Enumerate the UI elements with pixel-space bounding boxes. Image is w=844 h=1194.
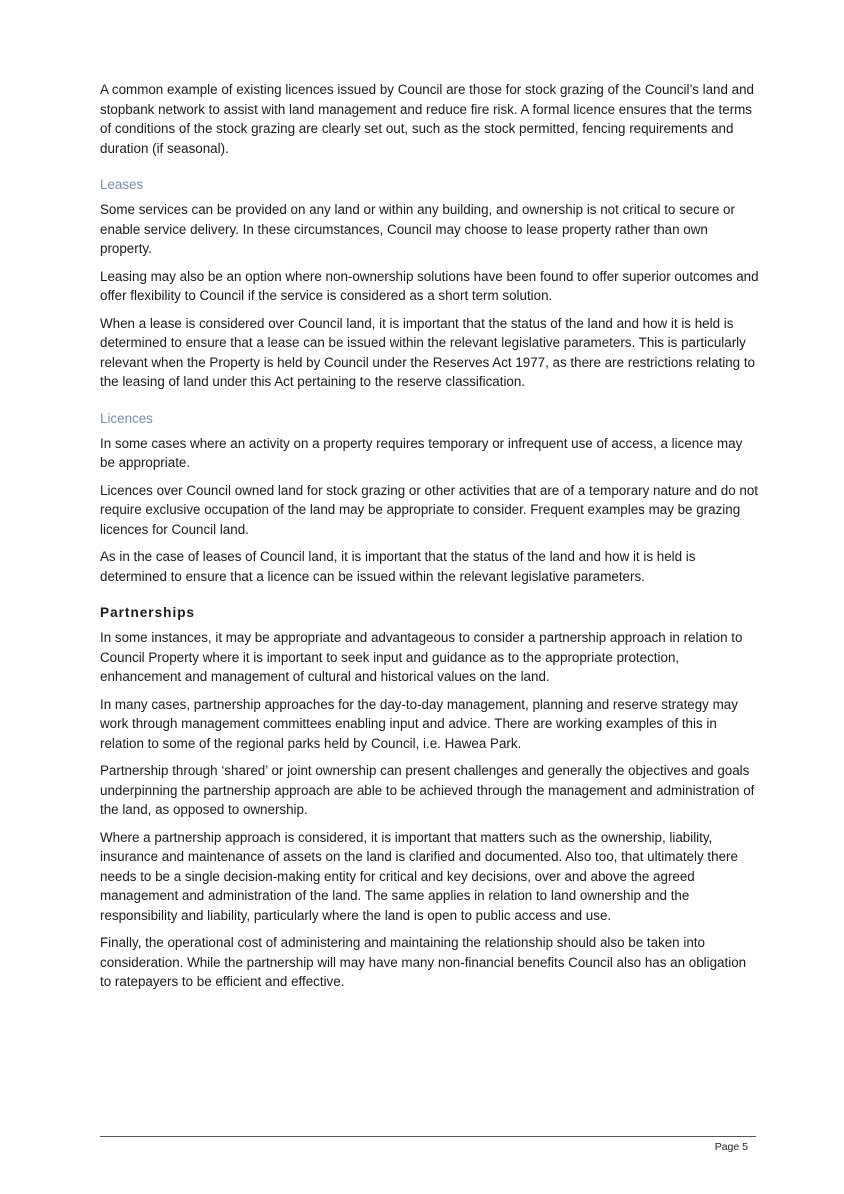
partnerships-paragraph: Partnership through ‘shared’ or joint ownership can present challenges and generally the objectives and goals underpinning the partnership approach are able to be achieved through the management and administration of the land, as opposed to ownership. xyxy=(100,763,755,817)
licences-paragraph: As in the case of leases of Council land, it is important that the status of the land and how it is held is determined to ensure that a licence can be issued within the relevant legislative parameters. xyxy=(100,549,696,584)
leases-paragraph: Some services can be provided on any land or within any building, and ownership is not critical to secure or enable service delivery. In these circumstances, Council may choose to lease property rather than own property. xyxy=(100,202,735,256)
leases-heading: Leases xyxy=(100,177,144,192)
licences-paragraph: In some cases where an activity on a property requires temporary or infrequent use of access, a licence may be appropriate. xyxy=(100,435,743,470)
partnerships-heading: Partnerships xyxy=(100,605,196,620)
partnerships-paragraph: In many cases, partnership approaches for the day-to-day management, planning and reserve strategy may work through management committees enabling input and advice. There are working examples of this in relation to some of the regional parks held by Council, i.e. Hawea Park. xyxy=(100,696,738,751)
partnerships-paragraph: In some instances, it may be appropriate and advantageous to consider a partnership approach in relation to Council Property where it is important to seek input and guidance as to the appropriate protection, enhancement and management of cultural and historical values on the land. xyxy=(100,630,743,684)
partnerships-paragraph: Finally, the operational cost of administering and maintaining the relationship should also be taken into consideration. While the partnership will may have many non-financial benefits Council also has an obligation to ratepayers to be efficient and effective. xyxy=(100,935,747,989)
intro-paragraph: A common example of existing licences issued by Council are those for stock grazing of the Council’s land and stopbank network to assist with land management and reduce fire risk. A formal licence ensures that the terms of conditions of the stock grazing are clearly set out, such as the stock permitted, fencing requirements and duration (if seasonal). xyxy=(100,82,755,156)
leases-paragraph: Leasing may also be an option where non-ownership solutions have been found to offer superior outcomes and offer flexibility to Council if the service is considered as a short term solution. xyxy=(100,268,759,303)
partnerships-paragraph: Where a partnership approach is considered, it is important that matters such as the ownership, liability, insurance and maintenance of assets on the land is clarified and documented. Also too, that ultimately there needs to be a single decision-making entity for critical and key decisions, over and above the agreed management and administration of the land. The same applies in relation to land ownership and the responsibility and liability, particularly where the land is open to public access and use. xyxy=(100,829,738,923)
footer-divider xyxy=(100,1136,756,1137)
page-number: Page 5 xyxy=(714,1141,748,1153)
document-page xyxy=(100,80,760,1000)
licences-heading: Licences xyxy=(100,410,153,426)
leases-paragraph: When a lease is considered over Council land, it is important that the status of the land and how it is held is determined to ensure that a lease can be issued within the relevant legislative parameters. This is particularly relevant when the Property is held by Council under the Reserves Act 1977, as there are restrictions relating to the leasing of land under this Act pertaining to the reserve classification. xyxy=(100,315,756,389)
licences-paragraph: Licences over Council owned land for stock grazing or other activities that are of a temporary nature and do not require exclusive occupation of the land may be appropriate to consider. Frequent examples may be grazing licences for Council land. xyxy=(100,482,758,537)
